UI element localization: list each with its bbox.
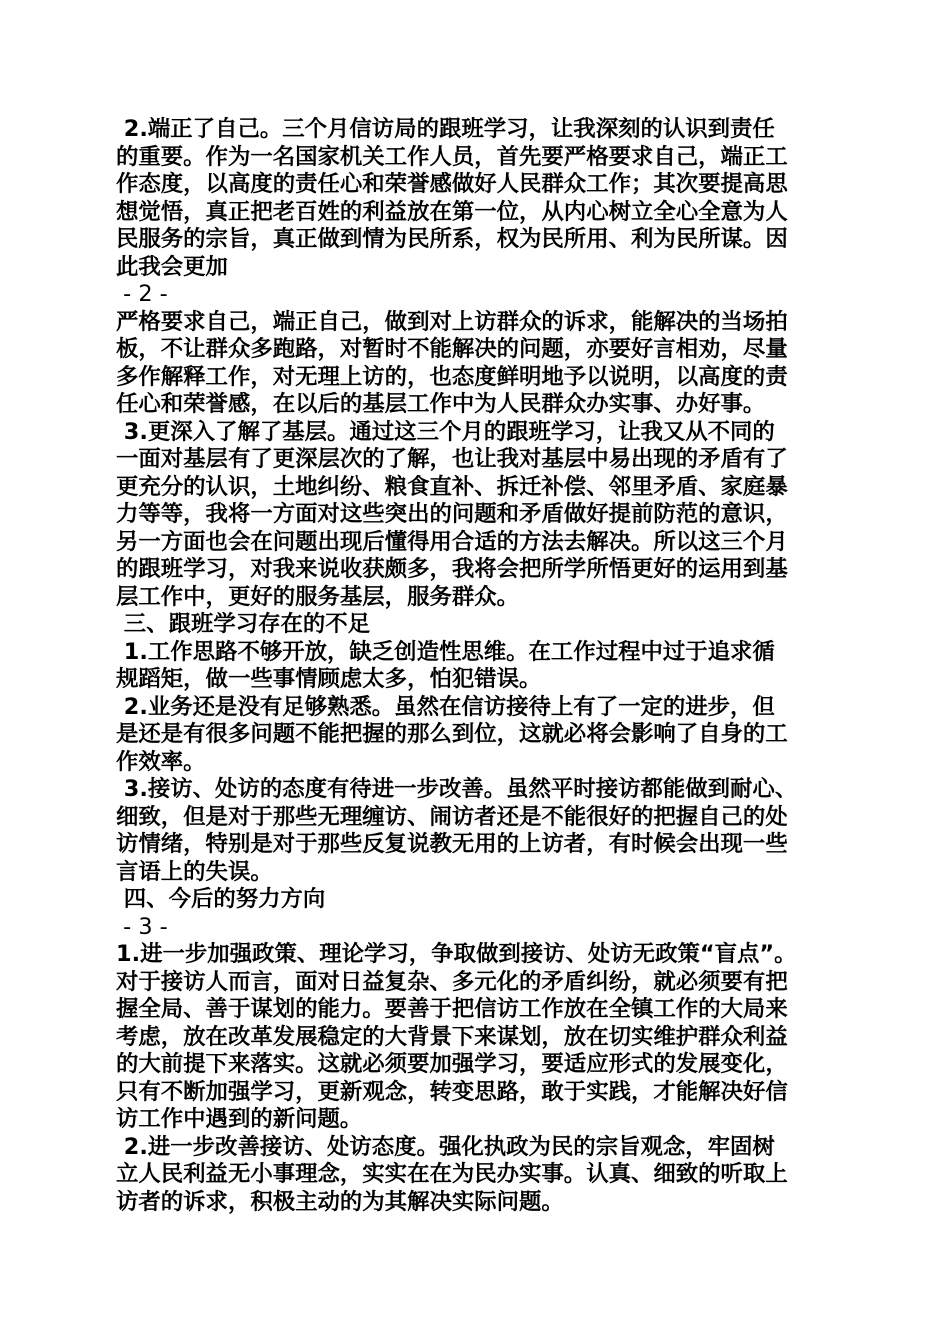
section-heading: 三、跟班学习存在的不足 [116,611,371,637]
text-line: 的大前提下来落实。这就必须要加强学习，要适应形式的发展变化， [116,1051,788,1077]
text-line: 细致，但是对于那些无理缠访、闹访者还是不能很好的把握自己的处 [116,803,788,830]
text-line: 想觉悟，真正把老百姓的利益放在第一位，从内心树立全心全意为人 [116,198,788,225]
text-line: 的跟班学习，对我来说收获颇多，我将会把所学所悟更好的运用到基 [116,556,788,582]
text-line: 言语上的失误。 [116,858,273,885]
section-heading: 四、今后的努力方向 [116,886,326,912]
text-line: 民服务的宗旨，真正做到情为民所系，权为民所用、利为民所谋。因 [116,226,788,252]
text-line: 板，不让群众多跑路，对暂时不能解决的问题，亦要好言相劝，尽量 [116,336,788,362]
text-line: 严格要求自己，端正自己，做到对上访群众的诉求，能解决的当场拍 [116,308,788,335]
text-line: 2.业务还是没有足够熟悉。虽然在信访接待上有了一定的进步，但 [116,693,775,720]
text-line: 访者的诉求，积极主动的为其解决实际问题。 [116,1188,564,1215]
text-line: 立人民利益无小事理念，实实在在为民办实事。认真、细致的听取上 [116,1161,788,1187]
text-line: 3.更深入了解了基层。通过这三个月的跟班学习，让我又从不同的 [116,418,775,445]
text-line: 访工作中遇到的新问题。 [116,1106,363,1132]
page-number: - 2 - [116,281,168,307]
text-line: 1.工作思路不够开放，缺乏创造性思维。在工作过程中过于追求循 [116,638,775,665]
text-line: 3.接访、处访的态度有待进一步改善。虽然平时接访都能做到耐心、 [116,776,798,802]
text-line: 规蹈矩，做一些事情顾虑太多，怕犯错误。 [116,666,542,692]
text-line: 握全局、善于谋划的能力。要善于把信访工作放在全镇工作的大局来 [116,996,788,1022]
text-line: 更充分的认识，土地纠纷、粮食直补、拆迁补偿、邻里矛盾、家庭暴 [116,473,788,500]
text-line: 1.进一步加强政策、理论学习，争取做到接访、处访无政策“盲点”。 [116,941,797,967]
text-line: 一面对基层有了更深层次的了解，也让我对基层中易出现的矛盾有了 [116,446,788,472]
text-line: 另一方面也会在问题出现后懂得用合适的方法去解决。所以这三个月 [116,528,788,555]
text-line: 层工作中，更好的服务基层，服务群众。 [116,583,520,610]
text-line: 考虑，放在改革发展稳定的大背景下来谋划，放在切实维护群众利益 [116,1023,788,1050]
text-line: 对于接访人而言，面对日益复杂、多元化的矛盾纠纷，就必须要有把 [116,968,788,995]
text-line: 2.端正了自己。三个月信访局的跟班学习，让我深刻的认识到责任 [116,116,775,142]
page-number: - 3 - [116,913,168,940]
text-line: 只有不断加强学习，更新观念，转变思路，敢于实践，才能解决好信 [116,1078,788,1105]
text-line: 任心和荣誉感，在以后的基层工作中为人民群众办实事、办好事。 [116,391,766,417]
text-line: 2.进一步改善接访、处访态度。强化执政为民的宗旨观念，牢固树 [116,1133,775,1160]
text-line: 此我会更加 [116,253,228,280]
document-page [116,116,840,1216]
text-line: 作态度，以高度的责任心和荣誉感做好人民群众工作；其次要提高思 [116,171,788,197]
text-line: 是还是有很多问题不能把握的那么到位，这就必将会影响了自身的工 [116,721,788,747]
text-line: 作效率。 [116,748,206,775]
text-line: 力等等，我将一方面对这些突出的问题和矛盾做好提前防范的意识， [116,501,788,527]
text-line: 的重要。作为一名国家机关工作人员，首先要严格要求自己，端正工 [116,143,788,170]
text-line: 访情绪，特别是对于那些反复说教无用的上访者，有时候会出现一些 [116,831,788,857]
text-line: 多作解释工作，对无理上访的，也态度鲜明地予以说明，以高度的责 [116,363,788,390]
